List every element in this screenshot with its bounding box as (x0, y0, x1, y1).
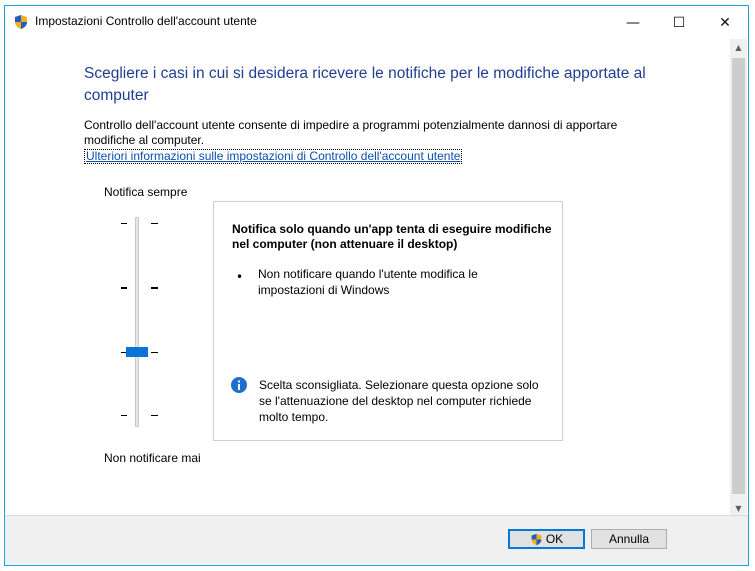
minimize-icon: — (626, 14, 640, 31)
slider-tick-left (121, 415, 127, 416)
content-area (5, 39, 732, 517)
more-info-link[interactable]: Ulteriori informazioni sulle impostazioni di Controllo dell'account utente (86, 149, 461, 163)
level-title: Notifica solo quando un'app tenta di eseguire modifiche nel computer (non attenuare il desktop) (232, 222, 552, 251)
level-bullet-text: Non notificare quando l'utente modifica le impostazioni di Windows (258, 267, 478, 297)
scroll-up-arrow-icon[interactable]: ▲ (735, 43, 742, 52)
recommendation-note: Scelta sconsigliata. Selezionare questa opzione solo se l'attenuazione del desktop nel computer richiede molto tempo. (259, 378, 539, 424)
slider-top-label: Notifica sempre (104, 185, 188, 199)
slider-tick-right (151, 352, 158, 353)
uac-settings-window (4, 5, 749, 566)
slider-tick-left (121, 223, 127, 224)
bullet-point: • (236, 270, 244, 284)
window-title: Impostazioni Controllo dell'account utente (35, 14, 257, 28)
description-text: Controllo dell'account utente consente di impedire a programmi potenzialmente dannosi di apportare modifiche al computer. (84, 118, 618, 147)
minimize-button[interactable] (610, 6, 656, 39)
dialog-footer (5, 515, 748, 565)
cancel-button-label: Annulla (608, 532, 650, 546)
slider-track[interactable] (135, 217, 139, 427)
info-icon (231, 377, 247, 393)
uac-shield-icon (530, 533, 543, 546)
uac-shield-icon (13, 14, 29, 30)
slider-tick-right (151, 287, 158, 289)
scroll-down-arrow-icon[interactable]: ▼ (735, 504, 742, 513)
maximize-button[interactable] (656, 6, 702, 39)
slider-tick-right (151, 415, 158, 416)
slider-tick-left (121, 287, 127, 289)
ok-button-label: OK (545, 532, 564, 546)
notification-level-slider[interactable] (115, 217, 165, 427)
ok-button[interactable] (508, 529, 585, 549)
page-heading: Scegliere i casi in cui si desidera ricevere le notifiche per le modifiche apportate al computer (84, 65, 646, 104)
level-description-box (213, 201, 563, 441)
maximize-icon: ☐ (672, 14, 686, 31)
cancel-button[interactable] (591, 529, 667, 549)
vertical-scrollbar[interactable] (730, 39, 747, 517)
slider-thumb[interactable] (126, 347, 148, 357)
close-button[interactable] (702, 6, 748, 39)
slider-bottom-label: Non notificare mai (104, 451, 201, 465)
close-icon: ✕ (719, 14, 731, 31)
title-bar[interactable] (5, 6, 748, 39)
scrollbar-thumb[interactable] (732, 58, 745, 494)
slider-tick-right (151, 223, 158, 224)
